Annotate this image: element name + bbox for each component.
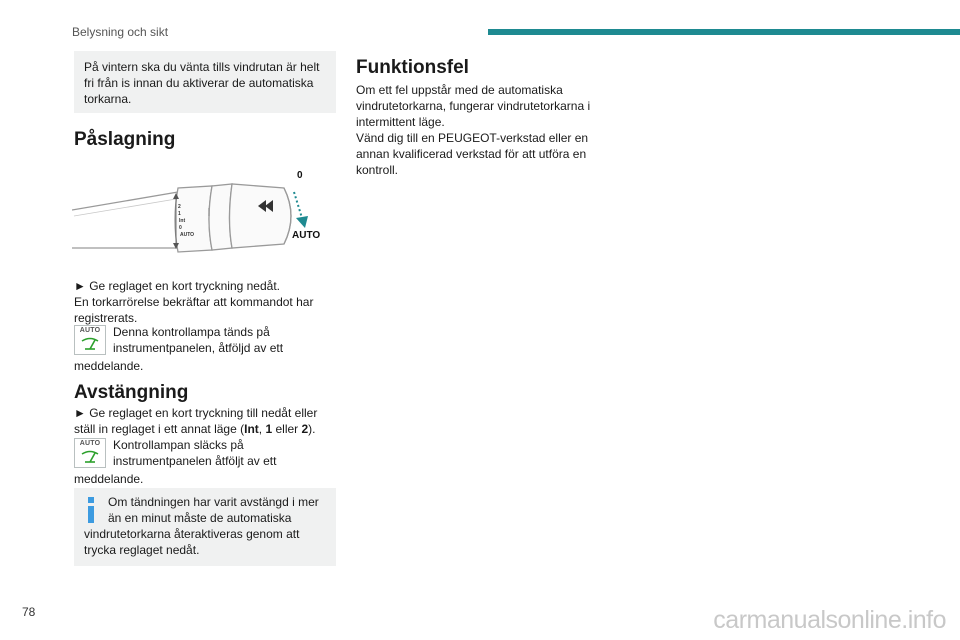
heading-funktionsfel: Funktionsfel <box>356 57 469 78</box>
info-line2: än en minut måste de automatiska <box>108 511 292 525</box>
heading-avstangning: Avstängning <box>74 382 189 403</box>
paslagning-step-line1: ► Ge reglaget en kort tryckning nedåt. <box>74 279 280 293</box>
auto-wiper-indicator-icon <box>74 325 106 355</box>
position-1: 1 <box>265 422 273 436</box>
paslagning-step <box>74 278 344 326</box>
paslagning-indicator-line3: meddelande. <box>74 359 144 373</box>
funktionsfel-line6: kontroll. <box>356 163 399 177</box>
page-number: 78 <box>22 605 36 619</box>
avstangning-sep1: , <box>258 422 266 436</box>
paslagning-step-line3: registrerats. <box>74 311 138 325</box>
position-2: 2 <box>301 422 309 436</box>
auto-wiper-indicator-icon-off <box>74 438 106 468</box>
avstangning-step <box>74 405 344 437</box>
header-accent-bar <box>488 29 960 35</box>
avstangning-step-end: ). <box>308 422 316 436</box>
stalk-mark-2: 2 <box>178 204 181 210</box>
info-box <box>74 488 336 566</box>
heading-paslagning: Påslagning <box>74 129 176 150</box>
wiper-icon <box>80 335 100 351</box>
avstangning-step-line2 <box>74 421 344 437</box>
avstangning-step-text-a: ställ in reglaget i ett annat läge ( <box>74 422 245 436</box>
stalk-mark-auto: AUTO <box>180 232 195 238</box>
funktionsfel-line5: annan kvalificerad verkstad för att utföra en <box>356 147 587 161</box>
paslagning-step-line2: En torkarrörelse bekräftar att kommandot har <box>74 295 314 309</box>
avstangning-sep2: eller <box>272 422 302 436</box>
funktionsfel-line2: vindrutetorkarna, fungerar vindrutetorkarna i <box>356 99 591 113</box>
avstangning-step-line1: ► Ge reglaget en kort tryckning till nedåt eller <box>74 406 318 420</box>
funktionsfel-text <box>356 82 616 178</box>
stalk-mark-int: Int <box>179 218 186 224</box>
winter-note-text: På vintern ska du vänta tills vindrutan är helt fri från is innan du aktiverar de automatiska torkarna. <box>84 60 320 106</box>
info-icon <box>86 497 96 523</box>
position-label-zero: 0 <box>297 170 303 181</box>
winter-note-box <box>74 51 336 113</box>
position-int: Int <box>244 422 259 436</box>
info-line3: vindrutetorkarna återaktiveras genom att <box>84 527 300 541</box>
paslagning-indicator-line2: instrumentpanelen, åtföljd av ett <box>113 341 284 355</box>
section-title: Belysning och sikt <box>72 25 169 39</box>
funktionsfel-line3: intermittent läge. <box>356 115 445 129</box>
info-line1: Om tändningen har varit avstängd i mer <box>108 495 319 509</box>
watermark: carmanualsonline.info <box>713 606 946 634</box>
paslagning-indicator-line1: Denna kontrollampa tänds på <box>113 325 270 339</box>
funktionsfel-line1: Om ett fel uppstår med de automatiska <box>356 83 563 97</box>
info-line4: trycka reglaget nedåt. <box>84 543 200 557</box>
auto-indicator-label: AUTO <box>79 327 101 334</box>
avstangning-indicator-text <box>113 437 276 469</box>
position-label-auto: AUTO <box>292 230 321 241</box>
avstangning-indicator-line2: instrumentpanelen åtföljt av ett <box>113 454 277 468</box>
avstangning-indicator-line1: Kontrollampan släcks på <box>113 438 244 452</box>
paslagning-indicator-text <box>113 324 283 356</box>
wiper-icon <box>80 448 100 464</box>
stalk-mark-0: 0 <box>179 225 182 231</box>
avstangning-indicator-line3: meddelande. <box>74 472 144 486</box>
wiper-stalk-illustration <box>72 166 336 258</box>
auto-indicator-label-off: AUTO <box>79 440 101 447</box>
funktionsfel-line4: Vänd dig till en PEUGEOT-verkstad eller en <box>356 131 589 145</box>
stalk-mark-1: 1 <box>178 211 181 217</box>
